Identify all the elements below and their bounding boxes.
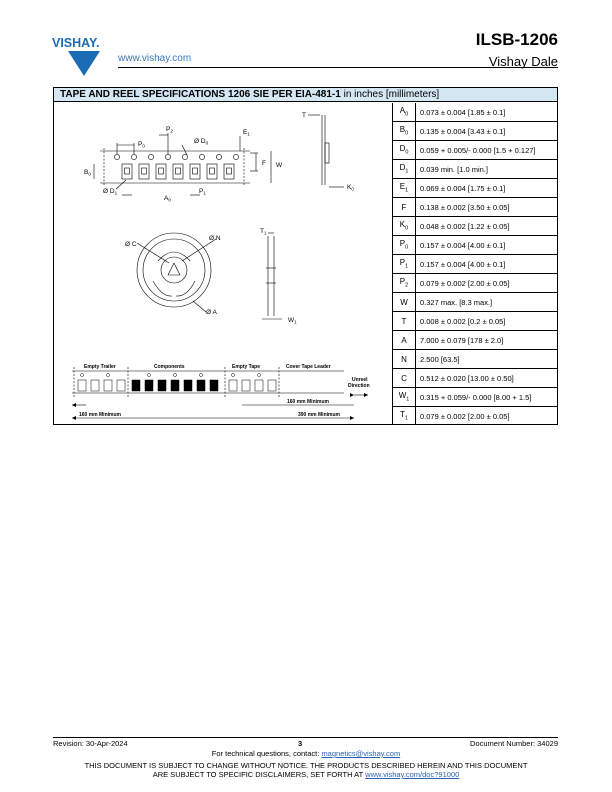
label-components: Components [154, 364, 185, 370]
spec-symbol [393, 274, 416, 293]
spec-value: 0.073 ± 0.004 [1.85 ± 0.1] [416, 103, 558, 122]
spec-value: 0.048 ± 0.002 [1.22 ± 0.05] [416, 217, 558, 236]
tape-side-view [308, 115, 344, 187]
spec-symbol-subscript: 0 [405, 130, 409, 137]
document-number: Document Number: 34029 [470, 739, 558, 748]
spec-value: 0.157 ± 0.004 [4.00 ± 0.1] [416, 255, 558, 274]
disclaimer-prefix: ARE SUBJECT TO SPECIFIC DISCLAIMERS, SET FORTH AT [152, 770, 366, 779]
label-b0: $B_0$ [84, 169, 91, 177]
label-unreel: Unreel [352, 377, 368, 383]
vishay-logo [50, 34, 116, 78]
footer-rule [53, 737, 558, 738]
spec-symbol-subscript: 1 [404, 415, 408, 422]
label-p2: $P_2$ [166, 126, 173, 134]
spec-symbol [393, 369, 416, 388]
spec-row [393, 179, 558, 198]
spec-symbol [393, 141, 416, 160]
contact-email-link[interactable]: magnetics@vishay.com [321, 749, 401, 758]
label-w1: $W_1$ [288, 317, 297, 325]
spec-symbol-subscript: 0 [405, 149, 409, 156]
label-e1: $E_1$ [243, 129, 250, 137]
document-title: ILSB-1206 [475, 30, 558, 49]
spec-row [393, 293, 558, 312]
spec-symbol-subscript: 1 [405, 263, 409, 270]
spec-symbol-subscript: 0 [405, 244, 409, 251]
spec-row [393, 369, 558, 388]
spec-value: 0.315 + 0.059/- 0.000 [8.00 + 1.5] [416, 388, 558, 407]
label-k0: $K_0$ [347, 184, 354, 192]
tape-reel-diagram [54, 103, 392, 424]
spec-row [393, 198, 558, 217]
spec-symbol [393, 331, 416, 350]
revision-date: Revision: 30-Apr-2024 [53, 739, 128, 748]
spec-symbol [393, 103, 416, 122]
spec-row [393, 407, 558, 426]
leader-pockets [78, 374, 276, 392]
spec-value: 2.500 [63.5] [416, 350, 558, 369]
spec-value: 0.008 ± 0.002 [0.2 ± 0.05] [416, 312, 558, 331]
spec-value: 0.138 ± 0.002 [3.50 ± 0.05] [416, 198, 558, 217]
section-title-bold: TAPE AND REEL SPECIFICATIONS 1206 SIE PER EIA-481-1 [60, 89, 341, 100]
spec-row [393, 103, 558, 122]
contact-prefix: For technical questions, contact: [211, 749, 322, 758]
spec-symbol-letter: A [399, 106, 406, 116]
spec-symbol [393, 255, 416, 274]
spec-symbol [393, 388, 416, 407]
spec-table [392, 103, 557, 425]
reel-front-view [137, 233, 216, 312]
spec-symbol-letter: P [399, 258, 406, 268]
spec-value: 0.039 min. [1.0 min.] [416, 160, 558, 179]
spec-row [393, 388, 558, 407]
spec-symbol-letter: T [400, 410, 405, 420]
contact-line [0, 749, 612, 758]
spec-symbol [393, 293, 416, 312]
disclaimer-link[interactable]: www.vishay.com/doc?91000 [365, 770, 460, 779]
spec-symbol-letter: K [399, 220, 406, 230]
header-url[interactable]: www.vishay.com [118, 53, 192, 64]
section-title [54, 88, 557, 102]
disclaimer-line-2 [0, 770, 612, 779]
spec-symbol [393, 407, 416, 426]
spec-symbol-subscript: 0 [405, 225, 409, 232]
spec-value: 0.512 ± 0.020 [13.00 ± 0.50] [416, 369, 558, 388]
label-f: F [262, 160, 266, 167]
disclaimer-line-1: THIS DOCUMENT IS SUBJECT TO CHANGE WITHOUT NOTICE. THE PRODUCTS DESCRIBED HEREIN AND THIS DOCUMENT [84, 761, 528, 770]
spec-symbol-letter: W [400, 297, 408, 307]
spec-symbol [393, 217, 416, 236]
label-empty-trailer: Empty Trailer [84, 364, 116, 370]
spec-symbol-subscript: 1 [405, 168, 409, 175]
spec-symbol [393, 160, 416, 179]
spec-symbol-subscript: 1 [405, 187, 409, 194]
section-title-rest: in inches [millimeters] [340, 89, 440, 100]
spec-value: 7.000 ± 0.079 [178 ± 2.0] [416, 331, 558, 350]
spec-row [393, 350, 558, 369]
spec-value: 0.069 ± 0.004 [1.75 ± 0.1] [416, 179, 558, 198]
spec-row [393, 331, 558, 350]
label-empty-tape: Empty Tape [232, 364, 260, 370]
label-t: T [302, 112, 306, 119]
spec-symbol-letter: D [399, 144, 406, 154]
spec-symbol-letter: F [401, 202, 407, 212]
spec-symbol [393, 122, 416, 141]
tape-top-view [94, 133, 271, 195]
spec-row [393, 217, 558, 236]
spec-symbol-letter: D [399, 163, 406, 173]
label-a0: $A_0$ [164, 195, 171, 203]
spec-value: 0.079 ± 0.002 [2.00 ± 0.05] [420, 411, 510, 421]
label-160mm-left: 160 mm Minimum [79, 412, 121, 418]
tape-leader-diagram [72, 367, 368, 418]
spec-row [393, 122, 558, 141]
spec-symbol-letter: A [401, 335, 407, 345]
spec-symbol-subscript: 1 [406, 396, 410, 403]
page-number: 3 [298, 739, 303, 748]
label-390mm: 390 mm Minimum [298, 412, 340, 418]
brand-name: Vishay Dale [488, 54, 558, 69]
spec-row [393, 312, 558, 331]
spec-value: 0.079 ± 0.002 [2.00 ± 0.05] [416, 274, 558, 293]
spec-row [393, 255, 558, 274]
spec-symbol-letter: C [401, 373, 407, 383]
spec-row [393, 236, 558, 255]
spec-symbol-letter: E [399, 182, 406, 192]
spec-symbol [393, 236, 416, 255]
label-cover-tape-leader: Cover Tape Leader [286, 364, 331, 370]
label-n: Ø N [209, 235, 221, 242]
label-p1: $P_1$ [199, 188, 206, 196]
spec-row [393, 160, 558, 179]
spec-symbol-letter: N [401, 354, 407, 364]
label-c: Ø C [125, 241, 137, 248]
spec-symbol-letter: B [399, 125, 406, 135]
reel-side-view [262, 233, 282, 319]
label-d1: Ø $D_1$ [103, 188, 118, 196]
label-t1: $T_1$ [260, 228, 267, 236]
spec-symbol-subscript: 2 [405, 282, 409, 289]
label-w: W [276, 162, 283, 169]
spec-symbol-subscript: 0 [405, 111, 409, 118]
spec-symbol-letter: W [398, 391, 407, 401]
spec-row [393, 274, 558, 293]
spec-symbol [393, 312, 416, 331]
spec-value: 0.157 ± 0.004 [4.00 ± 0.1] [416, 236, 558, 255]
spec-symbol-letter: P [399, 239, 406, 249]
spec-row [393, 141, 558, 160]
label-a: Ø A [206, 309, 217, 316]
spec-symbol [393, 198, 416, 217]
label-p0: $P_0$ [138, 141, 145, 149]
spec-symbol-letter: P [399, 277, 406, 287]
spec-value: 0.135 ± 0.004 [3.43 ± 0.1] [416, 122, 558, 141]
spec-symbol [393, 350, 416, 369]
label-d0: Ø $D_0$ [194, 138, 209, 146]
label-160mm-right: 160 mm Minimum [287, 399, 329, 405]
spec-value: 0.327 max. [8.3 max.] [416, 293, 558, 312]
spec-symbol [393, 179, 416, 198]
spec-value: 0.059 + 0.005/- 0.000 [1.5 + 0.127] [416, 141, 558, 160]
spec-symbol-letter: T [401, 316, 407, 326]
label-direction: Direction [348, 383, 370, 389]
logo-text: VISHAY. [52, 36, 100, 50]
